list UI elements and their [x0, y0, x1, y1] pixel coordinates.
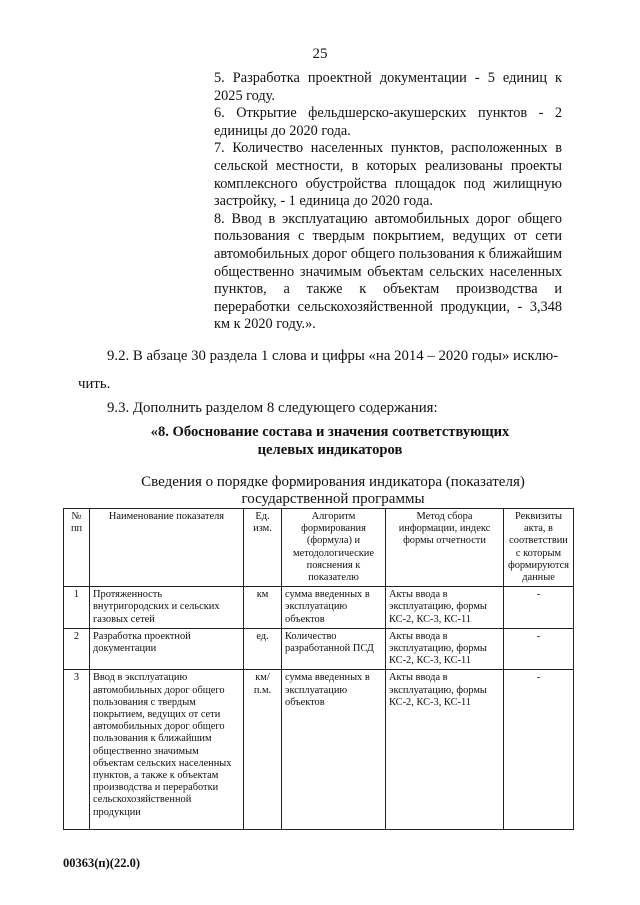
page-number: 25	[312, 46, 328, 62]
indicator-table	[63, 508, 574, 830]
table-cell: сумма введенных в эксплуатацию объектов	[282, 670, 386, 830]
table-header-row	[64, 509, 574, 587]
column-header: Метод сбора информации, индекс формы отчетности	[386, 509, 504, 587]
table-cell: сумма введенных в эксплуатацию объектов	[282, 587, 386, 629]
table-title: Сведения о порядке формирования индикатора (показателя) государственной программы	[141, 474, 525, 507]
table-row	[64, 670, 574, 830]
table-cell: Протяженность внутригородских и сельских газовых сетей	[90, 587, 244, 629]
column-header: Ед. изм.	[244, 509, 282, 587]
list-item: 7. Количество населенных пунктов, расположенных в сельской местности, в которых реализованы проекты комплексного обустройства площадок под жилищную застройку, - 1 единица до 2020 года.	[214, 140, 562, 210]
table-cell: -	[504, 670, 574, 830]
list-item: 5. Разработка проектной документации - 5 единиц к 2025 году.	[214, 70, 562, 104]
list-item: 8. Ввод в эксплуатацию автомобильных дорог общего пользования с твердым покрытием, ведущих от сети автомобильных дорог общего пользования к ближайшим общественно значимым объектам сельских населенных пунктов, а также к объектам производства и переработки сельскохозяйственной продукции, - 3,348 км к 2020 году.».	[214, 210, 562, 333]
table-cell: км	[244, 587, 282, 629]
table-cell: 2	[64, 628, 90, 670]
list-item: 6. Открытие фельдшерско-акушерских пунктов - 2 единицы до 2020 года.	[214, 105, 562, 139]
table-cell: 1	[64, 587, 90, 629]
table-cell: Акты ввода в эксплуатацию, формы КС-2, КС-3, КС-11	[386, 670, 504, 830]
table-cell: -	[504, 628, 574, 670]
column-header: № пп	[64, 509, 90, 587]
table-row	[64, 587, 574, 629]
table-cell: Количество разработанной ПСД	[282, 628, 386, 670]
table-cell: ед.	[244, 628, 282, 670]
column-header: Алгоритм формирования (формула) и методологические пояснения к показателю	[282, 509, 386, 587]
document-code: 00363(п)(22.0)	[63, 856, 140, 870]
paragraph-9-2: 9.2. В абзаце 30 раздела 1 слова и цифры «на 2014 – 2020 годы» исклю-	[107, 348, 559, 364]
indicator-list	[214, 70, 562, 334]
table-cell: Ввод в эксплуатацию автомобильных дорог общего пользования с твердым покрытием, ведущих от сети автомобильных дорог общего пользования к ближайшим общественно значимым объектам сельских населенных пунктов, а также к объектам производства и переработки сельскохозяйственной продукции	[90, 670, 244, 830]
paragraph-9-3: 9.3. Дополнить разделом 8 следующего содержания:	[107, 400, 438, 416]
table-row	[64, 628, 574, 670]
table-cell: км/ п.м.	[244, 670, 282, 830]
column-header: Реквизиты акта, в соответствии с которым формируются данные	[504, 509, 574, 587]
section-heading: «8. Обоснование состава и значения соответствующих целевых индикаторов	[150, 424, 510, 458]
paragraph-9-2-continuation: чить.	[78, 376, 111, 392]
column-header: Наименование показателя	[90, 509, 244, 587]
table-cell: Разработка проектной документации	[90, 628, 244, 670]
table-cell: Акты ввода в эксплуатацию, формы КС-2, КС-3, КС-11	[386, 587, 504, 629]
table-cell: -	[504, 587, 574, 629]
table-cell: Акты ввода в эксплуатацию, формы КС-2, КС-3, КС-11	[386, 628, 504, 670]
table-cell: 3	[64, 670, 90, 830]
